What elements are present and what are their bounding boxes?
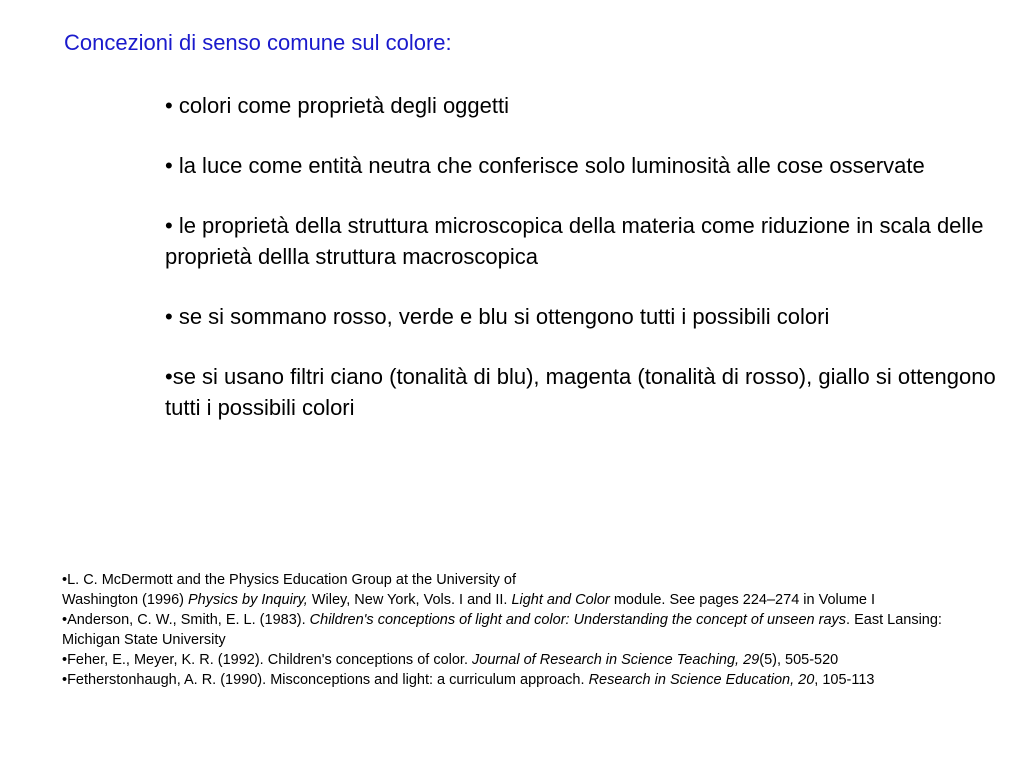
reference-text: •L. C. McDermott and the Physics Education Group at the University of <box>62 572 516 588</box>
reference-text: •Anderson, C. W., Smith, E. L. (1983). <box>62 612 310 628</box>
bullet-item: •se si usano filtri ciano (tonalità di blu), magenta (tonalità di rosso), giallo si ottengono tutti i possibili colori <box>165 364 996 420</box>
reference-text: Washington (1996) <box>62 592 189 608</box>
reference-anderson <box>62 610 1002 650</box>
bullet-item: • la luce come entità neutra che conferisce solo luminosità alle cose osservate <box>165 153 925 178</box>
slide-title: Concezioni di senso comune sul colore: <box>64 30 452 55</box>
bullet-item: • colori come proprietà degli oggetti <box>165 93 509 118</box>
reference-text: Wiley, New York, Vols. I and II. <box>307 592 512 608</box>
reference-fetherstonhaugh <box>62 670 1002 690</box>
reference-italic: Light and Color <box>511 592 610 608</box>
reference-italic: Children's conceptions of light and color: Understanding the concept of unseen rays <box>309 612 847 628</box>
references <box>62 570 1002 690</box>
reference-text: (5), 505-520 <box>759 652 839 668</box>
reference-text: •Fetherstonhaugh, A. R. (1990). Misconceptions and light: a curriculum approach. <box>62 672 589 688</box>
reference-feher <box>62 650 1002 670</box>
reference-italic: Journal of Research in Science Teaching, 29 <box>472 652 760 668</box>
bullet-list <box>165 90 1010 452</box>
reference-text: •Feher, E., Meyer, K. R. (1992). Children's conceptions of color. <box>62 652 473 668</box>
reference-mcdermott <box>62 570 1002 610</box>
reference-italic: Physics by Inquiry, <box>188 592 308 608</box>
bullet-item: • le proprietà della struttura microscopica della materia come riduzione in scala delle proprietà dellla struttura macroscopica <box>165 213 984 269</box>
reference-italic: Research in Science Education, 20 <box>588 672 815 688</box>
reference-text: module. See pages 224–274 in Volume I <box>609 592 876 608</box>
bullet-item: • se si sommano rosso, verde e blu si ottengono tutti i possibili colori <box>165 304 830 329</box>
reference-text: , 105-113 <box>814 672 875 688</box>
reference-text: . East Lansing: Michigan State University <box>62 612 942 648</box>
